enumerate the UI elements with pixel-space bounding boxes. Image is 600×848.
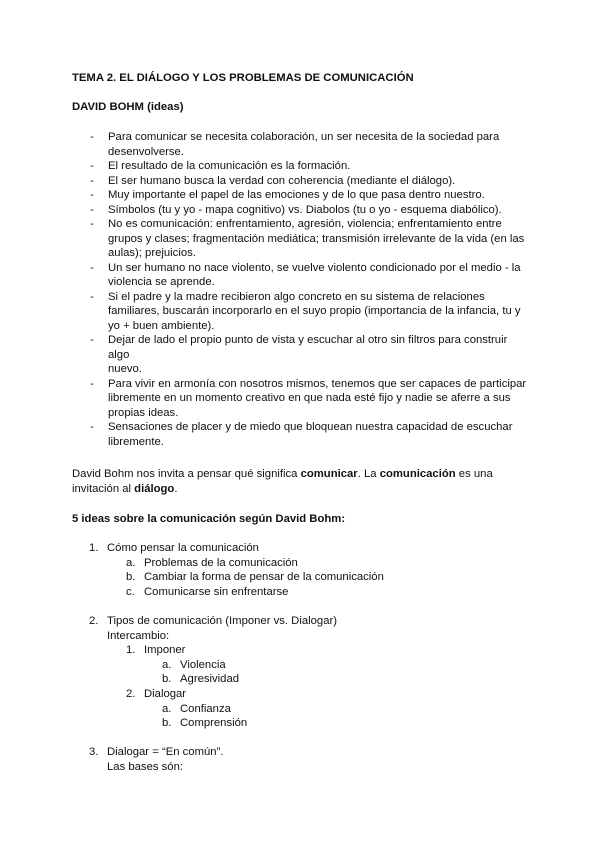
bullet-line: violencia se aprende. [108, 276, 215, 288]
bullet-dash: - [90, 189, 94, 201]
bullet-line: aulas); prejuicios. [108, 247, 196, 259]
list-item: Comprensión [180, 717, 248, 729]
list-item: Tipos de comunicación (Imponer vs. Dialogar) [107, 615, 338, 627]
bullet-dash: - [90, 290, 94, 303]
list-item: Problemas de la comunicación [144, 557, 298, 569]
bullet-line: grupos y clases; fragmentación mediática; transmisión irrelevante de la vida (en las [108, 232, 525, 245]
bullet-line: Para comunicar se necesita colaboración, un ser necesita de la sociedad para [108, 131, 500, 143]
bold-term: comunicar [300, 468, 358, 480]
list-marker: a. [162, 703, 172, 715]
bullet-item [90, 290, 530, 334]
bullet-line: Para vivir en armonía con nosotros mismos, tenemos que ser capaces de participar [108, 377, 527, 390]
bullet-item [90, 377, 530, 421]
bullet-line: Símbolos (tu y yo - mapa cognitivo) vs. Diabolos (tu o yo - esquema diabólico). [108, 203, 502, 216]
bullet-item [90, 188, 530, 203]
list-item: Cambiar la forma de pensar de la comunicación [144, 571, 384, 583]
list-item: Dialogar = “En común”. [107, 746, 224, 758]
list-marker: b. [162, 717, 172, 729]
bullet-dash: - [90, 421, 94, 433]
list-number: 2. [126, 688, 136, 700]
list-marker: b. [162, 673, 172, 685]
list-number: 3. [89, 746, 99, 758]
bullet-dash: - [90, 218, 94, 230]
bullet-line: propias ideas. [108, 406, 179, 419]
list-item: Violencia [180, 659, 226, 671]
bullet-line: Muy importante el papel de las emociones y de lo que pasa dentro nuestro. [108, 189, 485, 201]
bullet-line: familiares, buscarán incorporarlo en el suyo propio (importancia de la infancia, tu y [108, 305, 521, 317]
bullet-line: yo + buen ambiente). [108, 319, 215, 332]
section-subtitle: DAVID BOHM (ideas) [72, 101, 184, 113]
bullet-item [90, 130, 530, 159]
bullet-item [90, 159, 530, 174]
bullet-item [90, 203, 530, 218]
bullet-line: Dejar de lado el propio punto de vista y escuchar al otro sin filtros para construir algo [108, 334, 508, 361]
list-item: Imponer [144, 644, 186, 656]
bullet-dash: - [90, 334, 94, 346]
list-marker: b. [126, 571, 136, 583]
list-item: Confianza [180, 703, 231, 715]
bullet-item [90, 261, 530, 290]
bullet-dash: - [90, 174, 94, 187]
bullet-line: nuevo. [108, 363, 142, 375]
document-title: TEMA 2. EL DIÁLOGO Y LOS PROBLEMAS DE COMUNICACIÓN [72, 72, 414, 84]
bullet-item [90, 420, 530, 449]
bullet-dash: - [90, 203, 94, 216]
list-marker: a. [162, 659, 172, 671]
bullet-line: El ser humano busca la verdad con coherencia (mediante el diálogo). [108, 174, 456, 187]
list-note: Las bases són: [107, 761, 183, 773]
list-item: Cómo pensar la comunicación [107, 542, 259, 554]
bullet-item [90, 174, 530, 189]
list-marker: a. [126, 557, 136, 569]
list-number: 2. [89, 615, 99, 627]
bullet-item [90, 333, 530, 377]
ideas-heading: 5 ideas sobre la comunicación según David Bohm: [72, 513, 346, 525]
bullet-line: No es comunicación: enfrentamiento, agresión, violencia; enfrentamiento entre [108, 218, 502, 230]
bullet-dash: - [90, 377, 94, 390]
bullet-line: Sensaciones de placer y de miedo que bloquean nuestra capacidad de escuchar [108, 421, 513, 433]
bullet-dash: - [90, 131, 94, 143]
list-item: Comunicarse sin enfrentarse [144, 586, 289, 598]
list-item: Dialogar [144, 688, 187, 700]
list-note: Intercambio: [107, 630, 170, 642]
bullet-item [90, 217, 530, 261]
bullet-line: desenvolverse. [108, 145, 184, 158]
bullet-line: Un ser humano no nace violento, se vuelve violento condicionado por el medio - la [108, 261, 521, 274]
list-item: Agresividad [180, 673, 240, 685]
bullet-line: Si el padre y la madre recibieron algo concreto en su sistema de relaciones [108, 290, 485, 303]
bullet-line: libremente en un momento creativo en que nada esté fijo y nadie se aferre a sus [108, 392, 511, 404]
bold-term: comunicación [379, 468, 456, 480]
bullet-line: libremente. [108, 435, 164, 448]
list-number: 1. [89, 542, 99, 554]
bullet-line: El resultado de la comunicación es la formación. [108, 160, 351, 172]
intro-paragraph: David Bohm nos invita a pensar qué significa comunicar. La comunicación es una invitación al diálogo. [72, 468, 493, 495]
bullet-dash: - [90, 261, 94, 274]
list-number: 1. [126, 644, 136, 656]
bold-term: diálogo [134, 482, 175, 495]
list-marker: c. [126, 586, 135, 598]
bullet-dash: - [90, 160, 94, 172]
bullet-list [90, 130, 530, 449]
